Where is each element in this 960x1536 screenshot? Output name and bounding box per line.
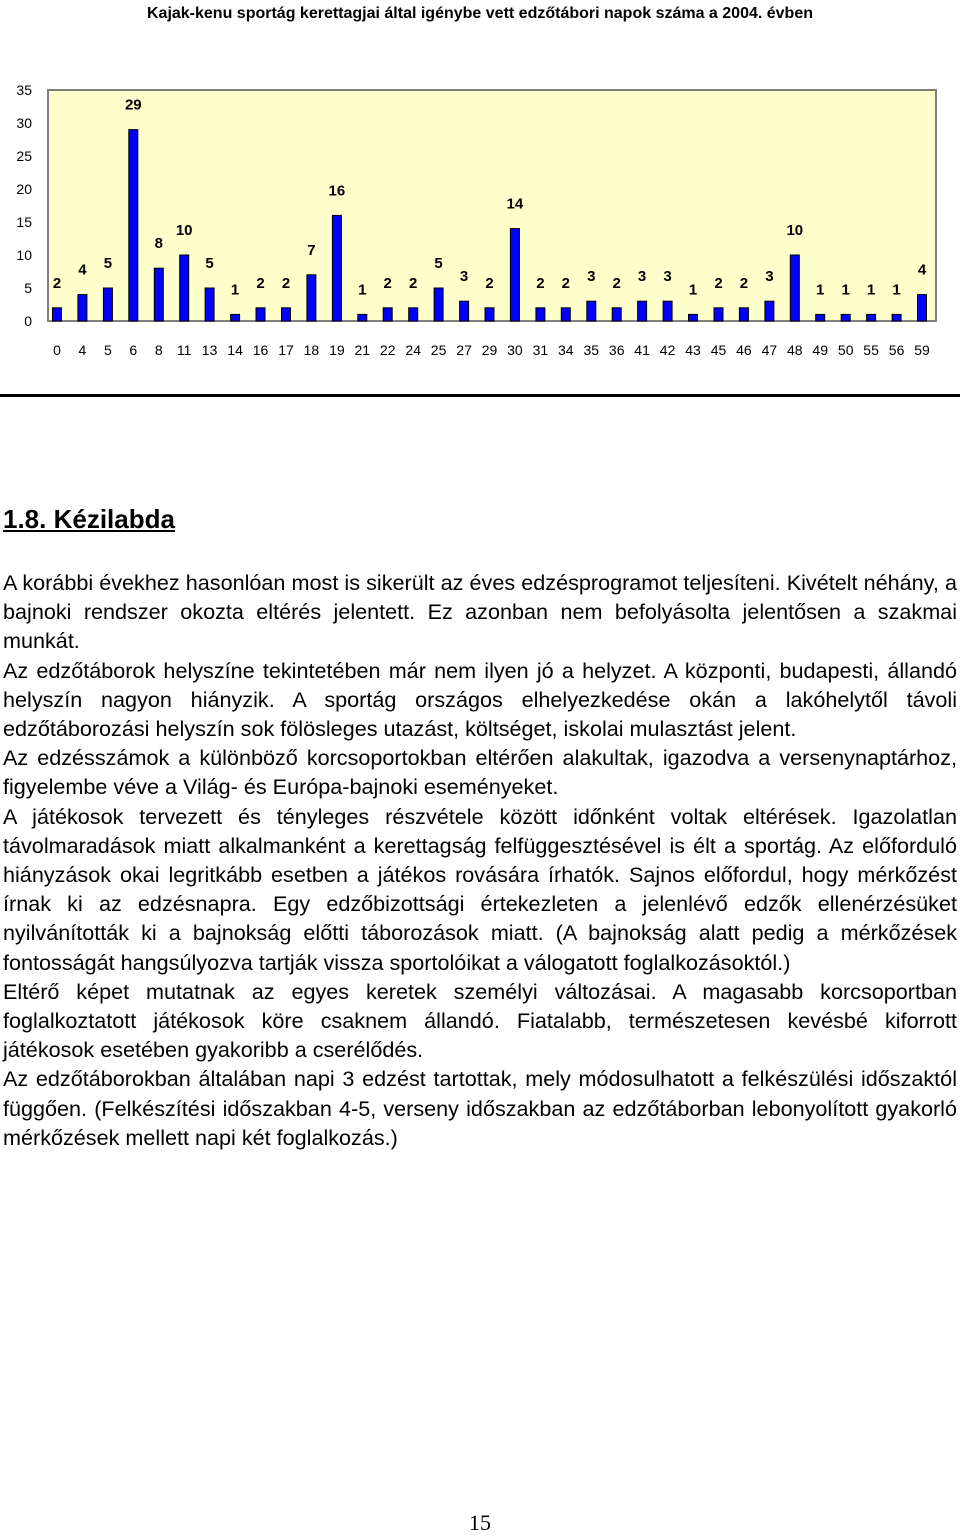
bar-value-label: 2 xyxy=(52,274,62,292)
divider-line xyxy=(0,394,960,397)
x-tick-label: 17 xyxy=(278,342,294,358)
bar-value-label: 14 xyxy=(506,195,524,213)
paragraph: A játékosok tervezett és tényleges részvétele között időnként voltak eltérések. Igazolatlan távolmaradások miatt alkalmanként a kerettagság felfüggesztésével is élt a sportág. Az előforduló hiányzások okai legritkább esetben a játékos rovására írhatók. Sajnos előfordul, hogy mérkőzést írnak ki az edzésnapra. Egy edzőbizottsági értekezleten a jelenlévő edzők ellenérzésüket nyilvánították ki a bajnokság előtti táborozások miatt. (A bajnokság alatt pedig a mérkőzések fontosságát hangsúlyozva tartják vissza sportolóikat a válogatott foglalkozásoktól.) xyxy=(3,803,957,975)
bar-value-label: 3 xyxy=(459,268,469,286)
bar xyxy=(790,255,799,321)
x-tick-label: 4 xyxy=(78,342,87,358)
bar-value-label: 10 xyxy=(175,222,193,239)
bar xyxy=(205,288,214,321)
bar xyxy=(307,275,316,321)
bar-chart xyxy=(0,70,960,370)
x-tick-label: 19 xyxy=(329,342,345,358)
bar-value-label: 4 xyxy=(78,261,87,279)
bar-value-label: 3 xyxy=(637,268,647,286)
bar-value-label: 5 xyxy=(434,255,443,272)
x-tick-label: 8 xyxy=(154,342,163,358)
bar xyxy=(739,308,748,321)
bar xyxy=(587,301,596,321)
bar xyxy=(358,314,367,321)
x-tick-label: 31 xyxy=(532,342,549,358)
bar-value-label: 1 xyxy=(688,281,698,299)
x-tick-label: 11 xyxy=(176,342,192,358)
bar xyxy=(256,308,265,321)
bar-value-label: 10 xyxy=(786,222,804,239)
x-tick-label: 34 xyxy=(558,342,574,358)
x-axis-ticks xyxy=(53,342,930,358)
bar-value-label: 1 xyxy=(358,281,367,299)
bar-value-label: 3 xyxy=(765,268,774,286)
x-tick-label: 5 xyxy=(104,342,112,358)
bar xyxy=(485,308,494,321)
x-tick-label: 14 xyxy=(227,342,243,358)
x-tick-label: 27 xyxy=(456,342,472,358)
y-tick-label: 25 xyxy=(16,148,32,164)
bar xyxy=(918,295,927,321)
y-axis-ticks xyxy=(16,82,32,329)
bar-value-label: 1 xyxy=(841,281,850,299)
x-tick-label: 47 xyxy=(761,342,778,358)
x-tick-label: 35 xyxy=(583,342,600,358)
x-tick-label: 29 xyxy=(481,342,498,358)
paragraph: Az edzőtáborok helyszíne tekintetében már nem ilyen jó a helyzet. A központi, budapesti, állandó helyszín nagyon hiányzik. A sportág országos elhelyezkedése okán a lakóhelytől távoli edzőtáborozási helyszín sok fölösleges utazást, költséget, iskolai mulasztást jelent. xyxy=(3,657,957,742)
bar xyxy=(867,314,876,321)
bar-value-label: 29 xyxy=(124,96,142,114)
bar-value-label: 2 xyxy=(612,274,621,292)
bar xyxy=(638,301,647,321)
bar-value-label: 5 xyxy=(103,255,113,272)
x-tick-label: 36 xyxy=(608,342,625,358)
paragraph: Eltérő képet mutatnak az egyes keretek személyi változásai. A magasabb korcsoportban foglalkoztatott játékosok köre csaknem állandó. Fiatalabb, természetesen kevésbé kiforrott játékosok esetében gyakoribb a cserélődés. xyxy=(3,978,957,1063)
bar xyxy=(816,314,825,321)
x-tick-label: 13 xyxy=(201,342,218,358)
bar xyxy=(282,308,291,321)
y-tick-label: 35 xyxy=(16,82,32,98)
bar-value-label: 2 xyxy=(561,274,570,292)
y-tick-label: 5 xyxy=(24,280,32,296)
bar xyxy=(892,314,901,321)
bar-value-label: 4 xyxy=(917,261,927,279)
paragraph: Az edzőtáborokban általában napi 3 edzést tartottak, mely módosulhatott a felkészülési időszaktól függően. (Felkészítési időszakban 4-5, verseny időszakban az edzőtáborban lebonyolított gyakorló mérkőzések mellett napi két foglalkozás.) xyxy=(3,1066,957,1150)
x-tick-label: 49 xyxy=(812,342,828,358)
x-tick-label: 41 xyxy=(634,342,650,358)
x-tick-label: 45 xyxy=(710,342,727,358)
bar xyxy=(129,130,138,321)
bar xyxy=(689,314,698,321)
bar-value-label: 2 xyxy=(281,274,291,292)
bar xyxy=(180,255,189,321)
x-tick-label: 18 xyxy=(303,342,320,358)
page-number: 15 xyxy=(469,1510,491,1535)
bar xyxy=(231,314,240,321)
bar-value-label: 1 xyxy=(230,281,240,299)
bar-value-label: 2 xyxy=(714,274,723,292)
bar xyxy=(714,308,723,321)
paragraph: Az edzésszámok a különböző korcsoportokban eltérően alakultak, igazodva a versenynaptárhoz, figyelembe véve a Világ- és Európa-bajnoki eseményeket. xyxy=(3,745,957,800)
x-tick-label: 25 xyxy=(430,342,447,358)
x-tick-label: 0 xyxy=(53,342,61,358)
paragraph: A korábbi évekhez hasonlóan most is sikerült az éves edzésprogramot teljesíteni. Kivételt néhány, a bajnoki rendszer okozta eltérés jelentett. Ez azonban nem befolyásolta jelentősen a szakmai munkát. xyxy=(3,570,957,654)
bar xyxy=(841,314,850,321)
x-tick-label: 42 xyxy=(659,342,676,358)
bar-value-label: 8 xyxy=(154,235,163,253)
bar-value-label: 1 xyxy=(866,281,876,299)
x-tick-label: 21 xyxy=(354,342,371,358)
bar-value-label: 3 xyxy=(587,268,596,286)
body-text xyxy=(3,568,957,1152)
bar xyxy=(460,301,469,321)
section-heading: 1.8. Kézilabda xyxy=(3,504,175,534)
bar xyxy=(510,229,519,321)
bar xyxy=(332,215,341,321)
x-tick-label: 16 xyxy=(252,342,269,358)
x-tick-label: 43 xyxy=(685,342,701,358)
x-tick-label: 6 xyxy=(129,342,138,358)
bar-value-label: 3 xyxy=(663,268,672,286)
y-tick-label: 30 xyxy=(16,115,32,131)
x-tick-label: 24 xyxy=(405,342,421,358)
bar-value-label: 16 xyxy=(328,182,346,200)
x-tick-label: 48 xyxy=(787,342,803,358)
bar xyxy=(383,308,392,321)
bar-value-label: 1 xyxy=(816,281,825,299)
bar xyxy=(663,301,672,321)
y-tick-label: 0 xyxy=(24,313,32,329)
y-tick-label: 15 xyxy=(16,214,32,230)
bar-value-label: 2 xyxy=(739,274,749,292)
x-tick-label: 46 xyxy=(736,342,752,358)
bar xyxy=(409,308,418,321)
x-tick-label: 59 xyxy=(914,342,930,358)
bar xyxy=(53,308,62,321)
bar-value-label: 1 xyxy=(892,281,901,299)
bar xyxy=(434,288,443,321)
x-tick-label: 30 xyxy=(507,342,523,358)
bar xyxy=(103,288,112,321)
bar-value-label: 2 xyxy=(485,274,494,292)
bar-value-label: 2 xyxy=(536,274,545,292)
bar xyxy=(612,308,621,321)
bar xyxy=(536,308,545,321)
bar xyxy=(561,308,570,321)
chart-title: Kajak-kenu sportág kerettagjai által igénybe vett edzőtábori napok száma a 2004. évben xyxy=(146,5,813,22)
x-tick-label: 55 xyxy=(863,342,879,358)
bar-value-label: 7 xyxy=(307,241,316,259)
bar-value-label: 2 xyxy=(383,274,392,292)
x-tick-label: 50 xyxy=(837,342,854,358)
y-tick-label: 20 xyxy=(16,181,32,197)
x-tick-label: 56 xyxy=(888,342,905,358)
bar-value-label: 5 xyxy=(205,255,214,272)
bar xyxy=(154,268,163,321)
y-tick-label: 10 xyxy=(16,247,32,263)
bar xyxy=(765,301,774,321)
bar-value-label: 2 xyxy=(256,274,265,292)
bar-value-label: 2 xyxy=(409,274,418,292)
bar xyxy=(78,295,87,321)
x-tick-label: 22 xyxy=(379,342,396,358)
